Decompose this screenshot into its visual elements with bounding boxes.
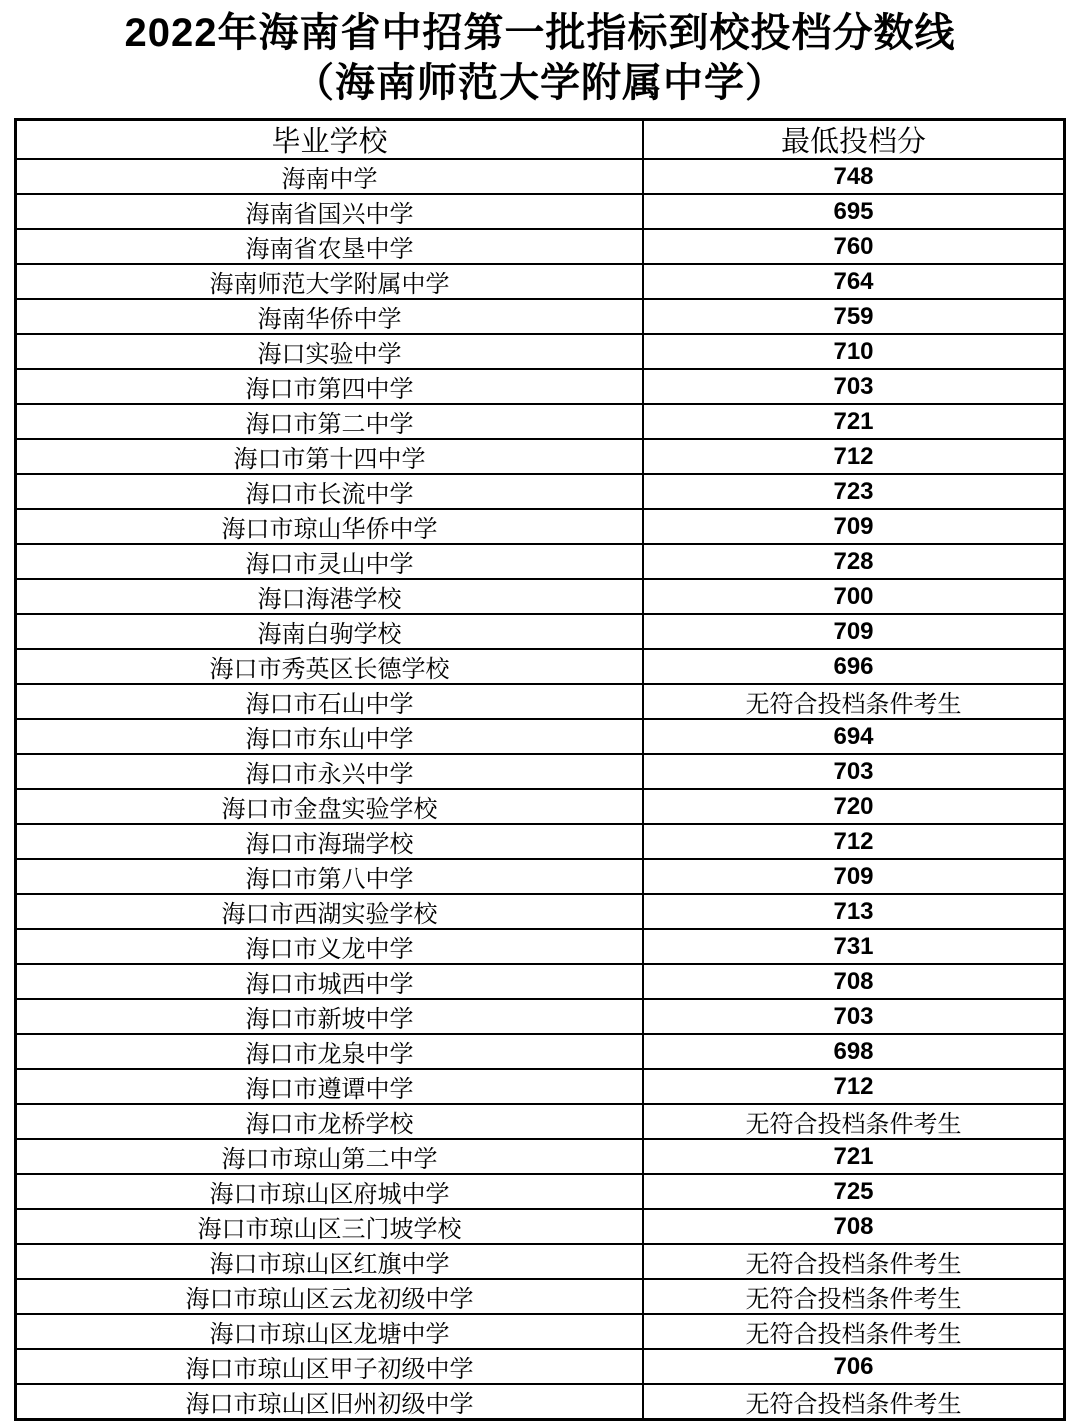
school-name: 海口市新坡中学 [17, 1000, 644, 1033]
school-name: 海口市第十四中学 [17, 440, 644, 473]
min-score-value: 759 [833, 302, 874, 330]
table-row [17, 1280, 1063, 1315]
min-score-value: 698 [833, 1037, 874, 1065]
table-row [17, 1385, 1063, 1418]
min-score-value: 无符合投档条件考生 [745, 1287, 962, 1313]
min-score-value: 712 [833, 827, 874, 855]
school-name: 海口市琼山区旧州初级中学 [17, 1385, 644, 1418]
min-score-value: 708 [833, 1212, 874, 1240]
table-row [17, 720, 1063, 755]
column-header-graduating-school: 毕业学校 [17, 121, 644, 158]
min-score-value: 712 [833, 442, 874, 470]
min-score-value: 700 [833, 582, 874, 610]
school-name: 海口市城西中学 [17, 965, 644, 998]
min-score-value: 712 [833, 1072, 874, 1100]
table-row [17, 475, 1063, 510]
school-name: 海口市琼山区三门坡学校 [17, 1210, 644, 1243]
min-score-value: 713 [833, 897, 874, 925]
table-row [17, 440, 1063, 475]
school-name: 海口市永兴中学 [17, 755, 644, 788]
min-score-value: 无符合投档条件考生 [745, 692, 962, 718]
table-row [17, 685, 1063, 720]
table-row [17, 790, 1063, 825]
school-name: 海口市琼山区红旗中学 [17, 1245, 644, 1278]
school-name: 海口市海瑞学校 [17, 825, 644, 858]
min-score-value: 无符合投档条件考生 [745, 1112, 962, 1138]
table-row [17, 825, 1063, 860]
page-title-line-2: （海南师范大学附属中学） [294, 61, 786, 105]
table-row [17, 265, 1063, 300]
table-row [17, 1175, 1063, 1210]
school-name: 海口市龙桥学校 [17, 1105, 644, 1138]
min-score-value: 723 [833, 477, 874, 505]
school-name: 海口市琼山区府城中学 [17, 1175, 644, 1208]
school-name: 海口市龙泉中学 [17, 1035, 644, 1068]
table-row [17, 1350, 1063, 1385]
school-name: 海口市琼山区甲子初级中学 [17, 1350, 644, 1383]
table-row [17, 1245, 1063, 1280]
school-name: 海口实验中学 [17, 335, 644, 368]
min-score-value: 708 [833, 967, 874, 995]
min-score-value: 728 [833, 547, 874, 575]
table-header-row [17, 121, 1063, 160]
min-score-value: 无符合投档条件考生 [745, 1322, 962, 1348]
table-row [17, 335, 1063, 370]
column-header-minimum-score: 最低投档分 [780, 126, 926, 158]
table-row [17, 160, 1063, 195]
school-name: 海口市第二中学 [17, 405, 644, 438]
min-score-value: 694 [833, 722, 874, 750]
page-title [0, 0, 1080, 108]
table-row [17, 860, 1063, 895]
table-row [17, 230, 1063, 265]
min-score-value: 720 [833, 792, 874, 820]
school-name: 海口市灵山中学 [17, 545, 644, 578]
school-name: 海南华侨中学 [17, 300, 644, 333]
min-score-value: 703 [833, 1002, 874, 1030]
table-row [17, 545, 1063, 580]
school-name: 海口市金盘实验学校 [17, 790, 644, 823]
school-name: 海口海港学校 [17, 580, 644, 613]
school-name: 海口市遵谭中学 [17, 1070, 644, 1103]
table-row [17, 1140, 1063, 1175]
table-row [17, 1210, 1063, 1245]
table-row [17, 930, 1063, 965]
min-score-value: 764 [833, 267, 874, 295]
min-score-value: 709 [833, 862, 874, 890]
min-score-value: 760 [833, 232, 874, 260]
school-name: 海南省农垦中学 [17, 230, 644, 263]
min-score-value: 703 [833, 372, 874, 400]
table-row [17, 615, 1063, 650]
table-row [17, 510, 1063, 545]
table-row [17, 405, 1063, 440]
table-row [17, 1035, 1063, 1070]
school-name: 海南白驹学校 [17, 615, 644, 648]
min-score-value: 696 [833, 652, 874, 680]
table-row [17, 195, 1063, 230]
table-row [17, 1000, 1063, 1035]
table-row [17, 1105, 1063, 1140]
min-score-value: 无符合投档条件考生 [745, 1392, 962, 1418]
school-name: 海口市石山中学 [17, 685, 644, 718]
school-name: 海南省国兴中学 [17, 195, 644, 228]
school-name: 海口市东山中学 [17, 720, 644, 753]
min-score-value: 731 [833, 932, 874, 960]
school-name: 海口市琼山第二中学 [17, 1140, 644, 1173]
school-name: 海口市义龙中学 [17, 930, 644, 963]
school-name: 海口市西湖实验学校 [17, 895, 644, 928]
min-score-value: 725 [833, 1177, 874, 1205]
school-name: 海口市第四中学 [17, 370, 644, 403]
table-row [17, 965, 1063, 1000]
school-name: 海南师范大学附属中学 [17, 265, 644, 298]
school-name: 海口市秀英区长德学校 [17, 650, 644, 683]
table-row [17, 755, 1063, 790]
score-table [14, 118, 1066, 1421]
table-row [17, 895, 1063, 930]
table-row [17, 1315, 1063, 1350]
school-name: 海口市琼山区云龙初级中学 [17, 1280, 644, 1313]
min-score-value: 无符合投档条件考生 [745, 1252, 962, 1278]
table-row [17, 370, 1063, 405]
school-name: 海口市长流中学 [17, 475, 644, 508]
page-title-line-1: 2022年海南省中招第一批指标到校投档分数线 [124, 11, 956, 55]
school-name: 海南中学 [17, 160, 644, 193]
min-score-value: 721 [833, 407, 874, 435]
table-row [17, 580, 1063, 615]
min-score-value: 721 [833, 1142, 874, 1170]
min-score-value: 709 [833, 512, 874, 540]
school-name: 海口市琼山华侨中学 [17, 510, 644, 543]
table-row [17, 300, 1063, 335]
min-score-value: 695 [833, 197, 874, 225]
table-body [17, 160, 1063, 1418]
min-score-value: 706 [833, 1352, 874, 1380]
school-name: 海口市第八中学 [17, 860, 644, 893]
min-score-value: 703 [833, 757, 874, 785]
school-name: 海口市琼山区龙塘中学 [17, 1315, 644, 1348]
min-score-value: 748 [833, 162, 874, 190]
table-row [17, 650, 1063, 685]
min-score-value: 710 [833, 337, 874, 365]
table-row [17, 1070, 1063, 1105]
min-score-value: 709 [833, 617, 874, 645]
